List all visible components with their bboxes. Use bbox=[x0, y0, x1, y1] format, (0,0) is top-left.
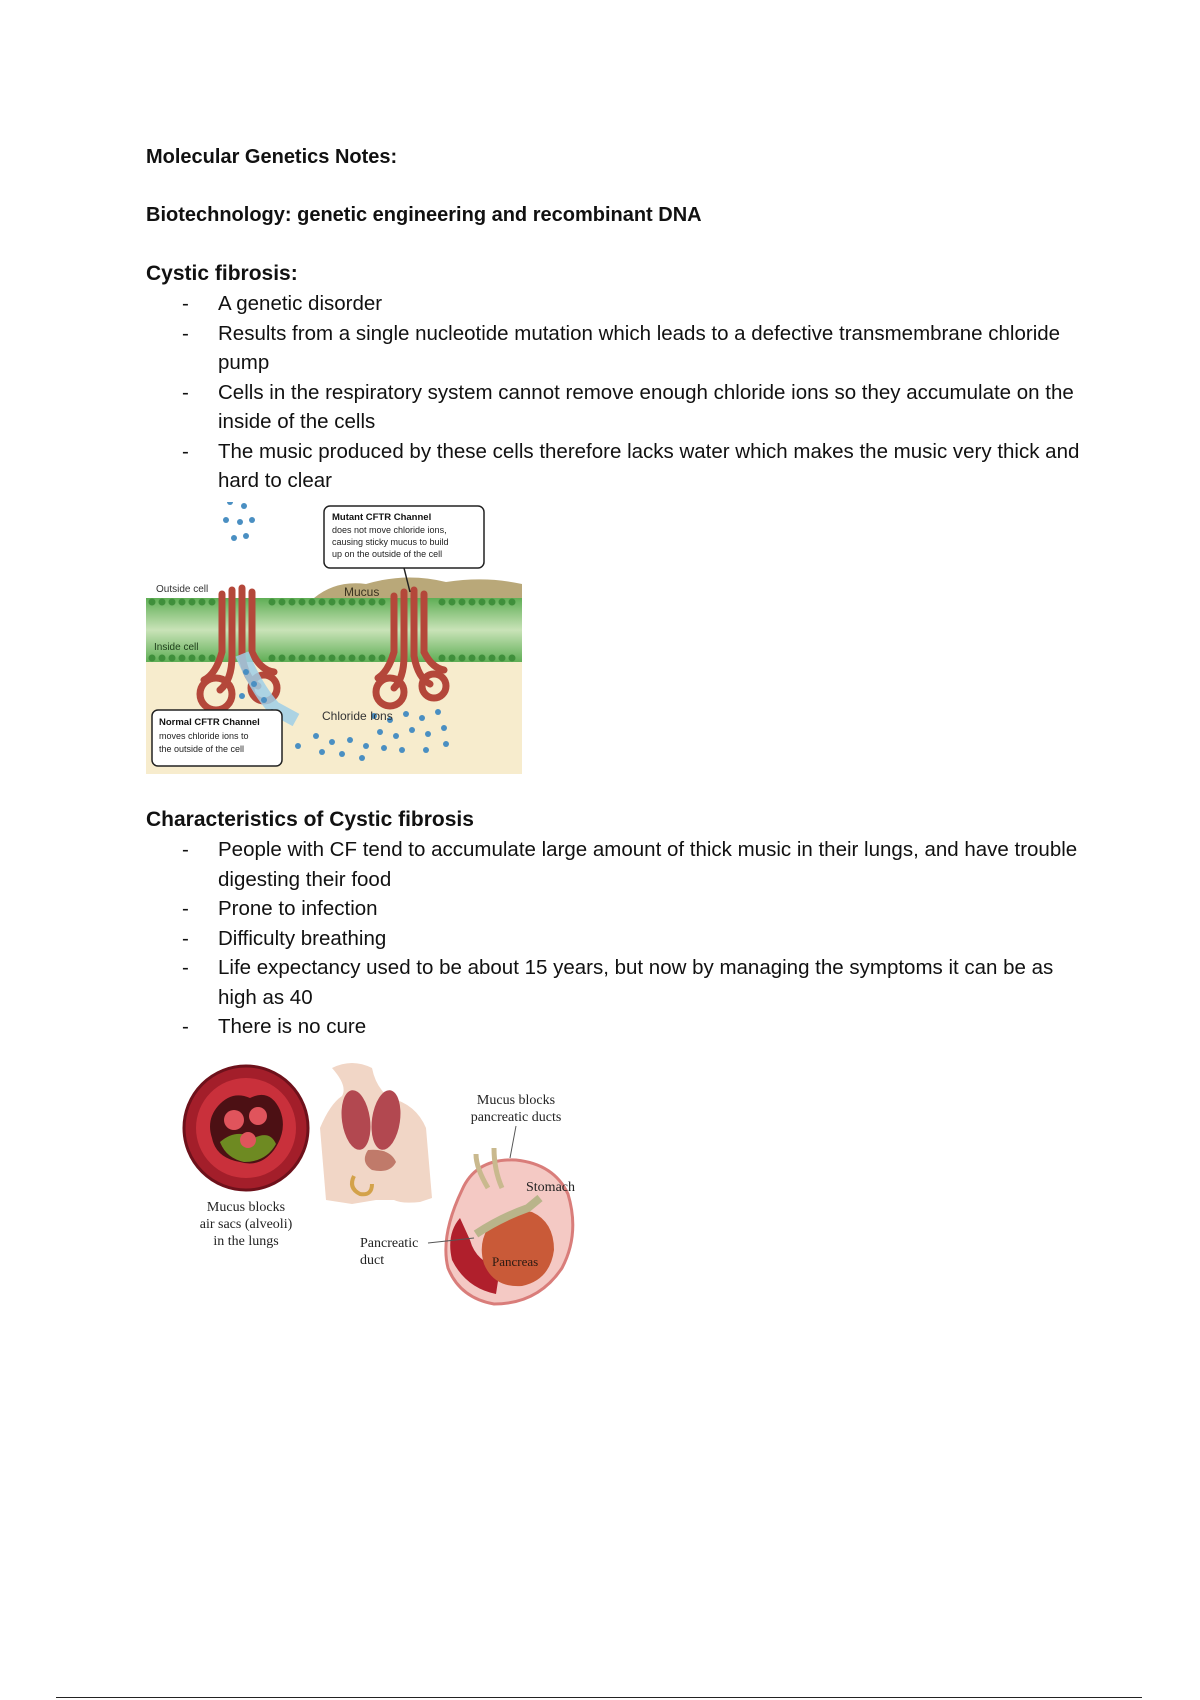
bullet-dash: - bbox=[182, 380, 189, 404]
pancreatic-duct-label-line: duct bbox=[360, 1253, 385, 1268]
stomach-label: Stomach bbox=[526, 1180, 575, 1195]
lungs-caption-line: air sacs (alveoli) bbox=[199, 1217, 293, 1232]
list-item bbox=[146, 894, 1096, 924]
list-item-text: Life expectancy used to be about 15 years, but now by managing the symptoms it can be as high as 40 bbox=[218, 956, 1054, 1009]
bullet-dash: - bbox=[182, 292, 189, 315]
list-item-text: The music produced by these cells therefore lacks water which makes the music very thick and hard to clear bbox=[218, 439, 1080, 492]
bullet-dash: - bbox=[182, 439, 189, 463]
mutant-callout-line: causing sticky mucus to build bbox=[332, 537, 449, 547]
pancreatic-ducts-caption-line: pancreatic ducts bbox=[470, 1110, 562, 1125]
list-item-text: Cells in the respiratory system cannot remove enough chloride ions so they accumulate on the inside of the cells bbox=[218, 380, 1074, 433]
list-item bbox=[146, 835, 1096, 894]
list-item-text: A genetic disorder bbox=[218, 292, 383, 315]
normal-callout-line: moves chloride ions to bbox=[159, 731, 249, 741]
pancreatic-duct-label-line: Pancreatic bbox=[360, 1236, 419, 1251]
page-bottom-rule bbox=[56, 1697, 1142, 1698]
cystic-fibrosis-heading: Cystic fibrosis: bbox=[146, 262, 298, 285]
normal-callout-title: Normal CFTR Channel bbox=[159, 717, 260, 728]
page-title: Molecular Genetics Notes: bbox=[146, 146, 398, 168]
chloride-ions-label: Chloride Ions bbox=[322, 709, 393, 723]
page-subtitle: Biotechnology: genetic engineering and recombinant DNA bbox=[146, 204, 702, 226]
bullet-dash: - bbox=[182, 321, 189, 345]
mutant-callout-title: Mutant CFTR Channel bbox=[332, 512, 432, 523]
list-item bbox=[146, 319, 1096, 378]
list-item-text: People with CF tend to accumulate large amount of thick music in their lungs, and have trouble digesting their food bbox=[218, 838, 1078, 891]
alveoli-illustration bbox=[184, 1066, 308, 1190]
characteristics-section bbox=[146, 808, 1096, 1042]
normal-callout bbox=[152, 710, 282, 766]
list-item bbox=[146, 378, 1096, 437]
cell-membrane bbox=[146, 598, 522, 662]
bullet-dash: - bbox=[182, 1015, 189, 1038]
list-item bbox=[146, 924, 1096, 954]
list-item-text: Difficulty breathing bbox=[218, 926, 387, 950]
characteristics-list bbox=[146, 835, 1096, 1042]
cftr-channel-figure bbox=[146, 502, 522, 774]
characteristics-heading: Characteristics of Cystic fibrosis bbox=[146, 808, 474, 831]
list-item-text: Results from a single nucleotide mutation which leads to a defective transmembrane chloride pump bbox=[218, 321, 1061, 374]
list-item-text: Prone to infection bbox=[218, 897, 378, 920]
bullet-dash: - bbox=[182, 926, 189, 950]
mutant-callout-line: up on the outside of the cell bbox=[332, 549, 443, 559]
bullet-dash: - bbox=[182, 897, 189, 920]
list-item bbox=[146, 1012, 1096, 1042]
organs-figure bbox=[176, 1058, 592, 1330]
cystic-fibrosis-list bbox=[146, 289, 1096, 496]
inside-cell-label: Inside cell bbox=[154, 642, 199, 653]
mucus-label: Mucus bbox=[344, 585, 380, 599]
lungs-caption-line: Mucus blocks bbox=[206, 1200, 286, 1215]
list-item bbox=[146, 953, 1096, 1012]
pancreas-label: Pancreas bbox=[492, 1254, 539, 1269]
list-item-text: There is no cure bbox=[218, 1015, 367, 1038]
mutant-callout-line: does not move chloride ions, bbox=[332, 525, 447, 535]
pancreatic-ducts-caption-line: Mucus blocks bbox=[476, 1093, 556, 1108]
bullet-dash: - bbox=[182, 956, 189, 979]
bullet-dash: - bbox=[182, 838, 189, 861]
normal-callout-line: the outside of the cell bbox=[159, 744, 245, 754]
lungs-caption-line: in the lungs bbox=[213, 1234, 279, 1249]
list-item bbox=[146, 437, 1096, 496]
cystic-fibrosis-section bbox=[146, 262, 1096, 496]
outside-cell-label: Outside cell bbox=[156, 584, 209, 595]
list-item bbox=[146, 289, 1096, 319]
